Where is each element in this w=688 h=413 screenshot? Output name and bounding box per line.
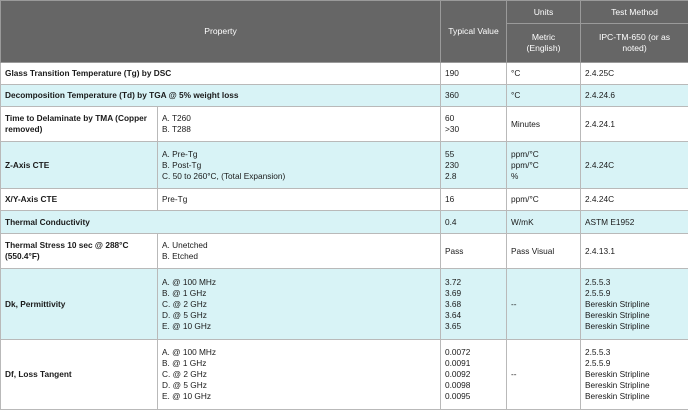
test-method-cell-line: 2.4.24C (585, 159, 615, 170)
units-cell-line: -- (511, 369, 517, 379)
units-cell-line: ppm/°C (511, 194, 539, 204)
typical-value-cell-line: 3.69 (445, 287, 462, 298)
typical-value-cell-line: 3.65 (445, 320, 462, 331)
condition-cell-line: C. @ 2 GHz (162, 369, 207, 379)
typical-value-cell-line: >30 (445, 124, 460, 134)
table-row (1, 142, 688, 189)
test-method-cell-line: 2.5.5.3 (585, 276, 611, 287)
units-cell-line: °C (511, 68, 521, 78)
property-cell-line: Decomposition Temperature (Td) by TGA @ 5% weight loss (5, 90, 239, 100)
typical-value-cell-line: 16 (445, 194, 455, 204)
property-cell (1, 107, 158, 142)
property-cell-line: Glass Transition Temperature (Tg) by DSC (5, 68, 172, 78)
units-cell-line: Pass Visual (511, 245, 555, 256)
test-method-cell (581, 340, 688, 410)
property-cell-line: Time to Delaminate by TMA (Copper (5, 113, 147, 123)
typical-value-cell-line: 3.72 (445, 276, 462, 287)
property-cell (1, 340, 158, 410)
units-cell (507, 63, 581, 85)
test-method-cell-line: Bereskin Stripline (585, 298, 650, 309)
header-units-sub (507, 24, 581, 63)
typical-value-cell (441, 269, 507, 340)
condition-cell (158, 269, 441, 340)
typical-value-cell-line: Pass (445, 245, 464, 256)
header-typical-value: Typical Value (441, 1, 507, 63)
condition-cell-line: A. T260 (162, 113, 191, 123)
header-units-sub-line: Metric (531, 32, 556, 42)
condition-cell-line: D. @ 5 GHz (162, 309, 207, 320)
property-cell (1, 85, 441, 107)
typical-value-cell-line: 0.4 (445, 216, 457, 227)
property-cell-line: removed) (5, 124, 43, 134)
condition-cell-line: A. Pre-Tg (162, 148, 198, 159)
units-cell-line: % (511, 170, 519, 181)
typical-value-cell-line: 230 (445, 159, 459, 170)
typical-value-cell-line: 3.68 (445, 298, 462, 309)
condition-cell (158, 142, 441, 189)
property-cell (1, 269, 158, 340)
units-cell-line: -- (511, 298, 517, 309)
table-row (1, 234, 688, 269)
property-cell (1, 63, 441, 85)
condition-cell-line: B. Post-Tg (162, 159, 202, 170)
test-method-cell (581, 234, 688, 269)
test-method-cell (581, 107, 688, 142)
header-test-sub-line: noted) (622, 43, 647, 53)
condition-cell-line: A. @ 100 MHz (162, 276, 217, 287)
property-cell (1, 234, 158, 269)
typical-value-cell-line: 190 (445, 68, 459, 78)
property-cell (1, 142, 158, 189)
test-method-cell-line: 2.5.5.3 (585, 347, 611, 357)
condition-cell-line: A. Unetched (162, 240, 208, 250)
condition-cell-line: C. 50 to 260°C, (Total Expansion) (162, 170, 286, 181)
header-units: Units (507, 1, 581, 24)
condition-cell (158, 340, 441, 410)
test-method-cell (581, 142, 688, 189)
typical-value-cell-line: 0.0095 (445, 391, 471, 401)
test-method-cell-line: Bereskin Stripline (585, 309, 650, 320)
typical-value-cell-line: 55 (445, 148, 455, 159)
test-method-cell-line: 2.5.5.9 (585, 358, 611, 368)
property-cell-line: X/Y-Axis CTE (5, 194, 58, 204)
test-method-cell-line: ASTM E1952 (585, 216, 635, 227)
property-cell-line: (550.4°F) (5, 251, 40, 261)
typical-value-cell (441, 340, 507, 410)
units-cell (507, 211, 581, 234)
test-method-cell (581, 85, 688, 107)
header-property: Property (1, 1, 441, 63)
units-cell-line: °C (511, 90, 521, 100)
units-cell-line: ppm/°C (511, 148, 539, 159)
typical-value-cell (441, 211, 507, 234)
test-method-cell-line: 2.4.25C (585, 68, 615, 78)
test-method-cell (581, 269, 688, 340)
typical-value-cell-line: 0.0072 (445, 347, 471, 357)
property-cell-line: Thermal Conductivity (5, 216, 90, 227)
typical-value-cell (441, 107, 507, 142)
condition-cell-line: E. @ 10 GHz (162, 391, 211, 401)
property-cell-line: Thermal Stress 10 sec @ 288°C (5, 240, 129, 250)
units-cell-line: Minutes (511, 118, 541, 129)
header-units-sub-line: (English) (526, 43, 561, 53)
typical-value-cell-line: 3.64 (445, 309, 462, 320)
test-method-cell-line: Bereskin Stripline (585, 391, 650, 401)
property-cell-line: Dk, Permittivity (5, 298, 66, 309)
test-method-cell-line: Bereskin Stripline (585, 380, 650, 390)
test-method-cell-line: 2.4.24C (585, 194, 615, 204)
typical-value-cell (441, 63, 507, 85)
test-method-cell-line: Bereskin Stripline (585, 369, 650, 379)
test-method-cell-line: 2.5.5.9 (585, 287, 611, 298)
condition-cell-line: A. @ 100 MHz (162, 347, 217, 357)
table-row (1, 107, 688, 142)
typical-value-cell (441, 142, 507, 189)
condition-cell-line: B. T288 (162, 124, 191, 134)
header-test-sub-line: IPC-TM-650 (or as (598, 32, 671, 42)
condition-cell-line: B. Etched (162, 251, 198, 261)
typical-value-cell (441, 189, 507, 211)
condition-cell-line: B. @ 1 GHz (162, 287, 207, 298)
typical-value-cell-line: 0.0092 (445, 369, 471, 379)
units-cell (507, 340, 581, 410)
property-cell (1, 189, 158, 211)
typical-value-cell-line: 2.8 (445, 170, 457, 181)
condition-cell-line: B. @ 1 GHz (162, 358, 207, 368)
units-cell (507, 234, 581, 269)
table-row (1, 189, 688, 211)
units-cell (507, 189, 581, 211)
units-cell (507, 142, 581, 189)
test-method-cell-line: Bereskin Stripline (585, 320, 650, 331)
property-cell-line: Z-Axis CTE (5, 159, 50, 170)
table-row (1, 63, 688, 85)
typical-value-cell (441, 85, 507, 107)
typical-value-cell (441, 234, 507, 269)
test-method-cell (581, 211, 688, 234)
units-cell (507, 85, 581, 107)
table-row (1, 269, 688, 340)
condition-cell (158, 107, 441, 142)
units-cell (507, 269, 581, 340)
test-method-cell-line: 2.4.24.6 (585, 90, 616, 100)
units-cell-line: W/mK (511, 216, 534, 227)
test-method-cell (581, 63, 688, 85)
condition-cell-line: Pre-Tg (162, 194, 188, 204)
table-row (1, 211, 688, 234)
condition-cell-line: C. @ 2 GHz (162, 298, 207, 309)
typical-value-cell-line: 0.0091 (445, 358, 471, 368)
property-cell (1, 211, 441, 234)
typical-value-cell-line: 60 (445, 113, 455, 123)
property-cell-line: Df, Loss Tangent (5, 369, 72, 379)
table-body (1, 63, 688, 410)
table-row (1, 85, 688, 107)
header-test-sub (581, 24, 688, 63)
test-method-cell-line: 2.4.13.1 (585, 245, 616, 256)
typical-value-cell-line: 360 (445, 90, 459, 100)
table-row (1, 340, 688, 410)
typical-value-cell-line: 0.0098 (445, 380, 471, 390)
condition-cell (158, 234, 441, 269)
units-cell-line: ppm/°C (511, 159, 539, 170)
condition-cell (158, 189, 441, 211)
units-cell (507, 107, 581, 142)
test-method-cell-line: 2.4.24.1 (585, 118, 616, 129)
condition-cell-line: D. @ 5 GHz (162, 380, 207, 390)
test-method-cell (581, 189, 688, 211)
condition-cell-line: E. @ 10 GHz (162, 320, 211, 331)
header-test-method: Test Method (581, 1, 688, 24)
